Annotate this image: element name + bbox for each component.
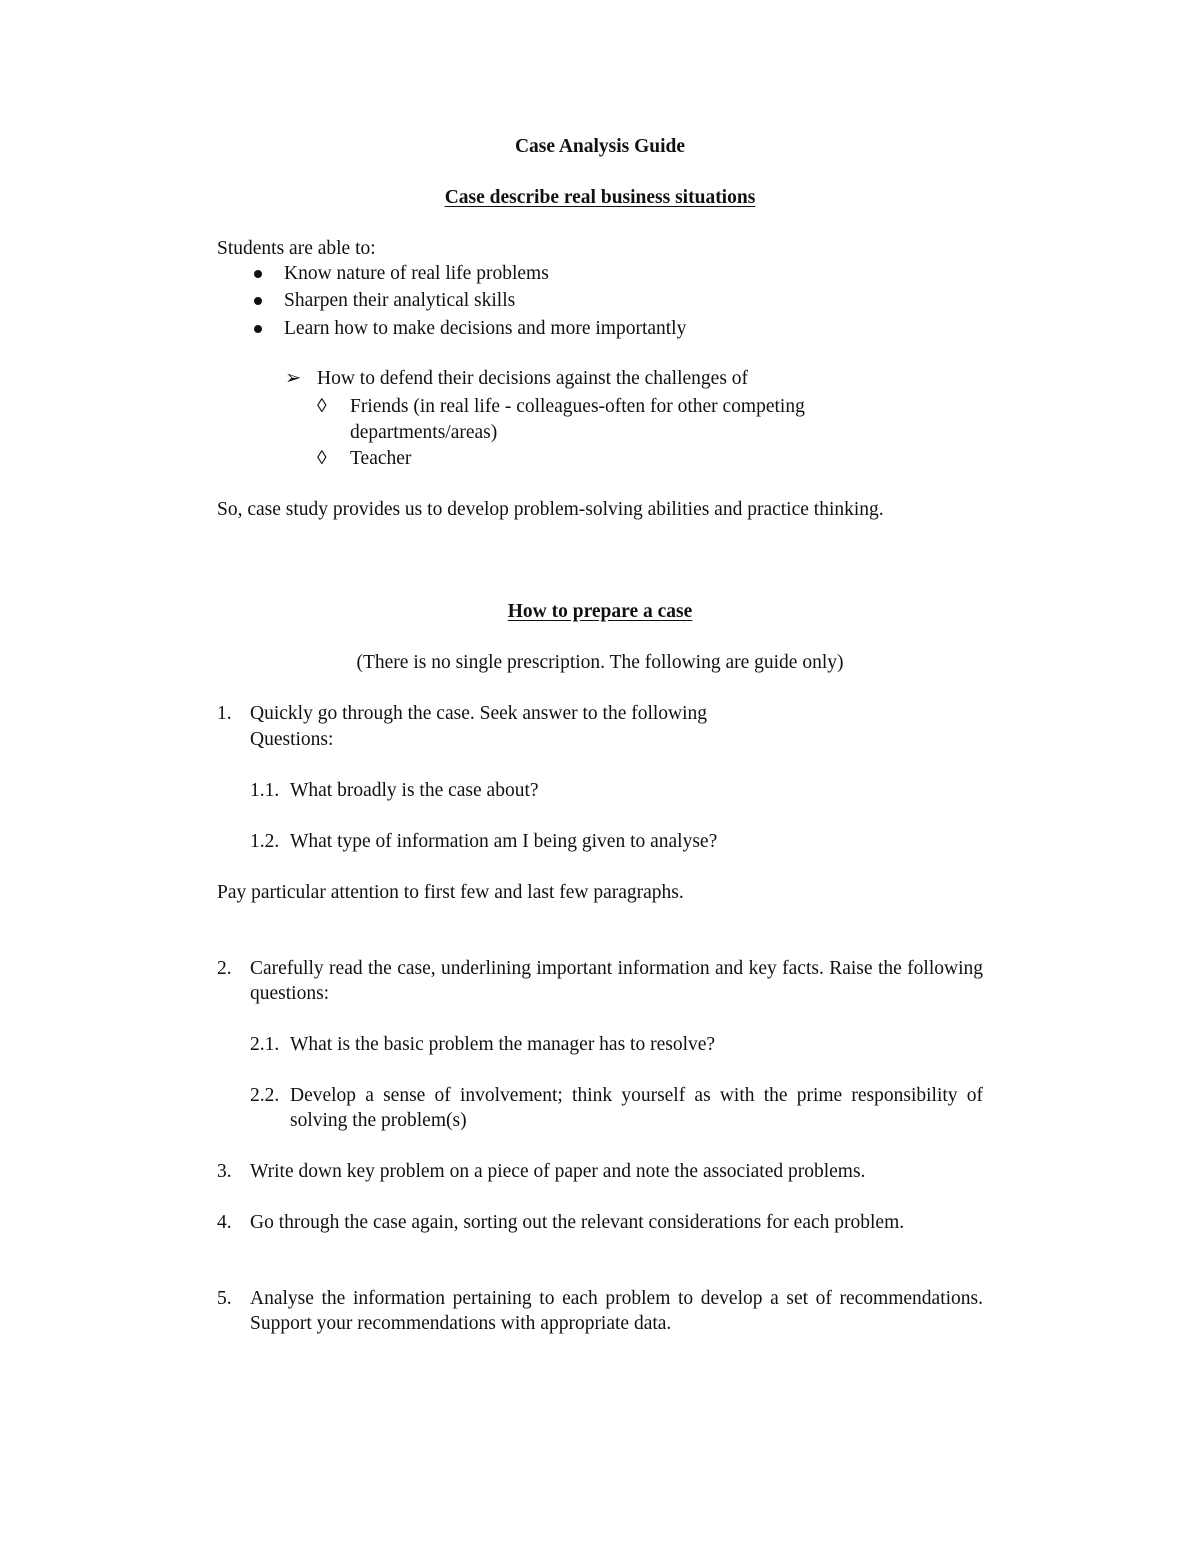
substep-text: Develop a sense of involvement; think yourself as with the prime responsibility of solving the problem(s): [290, 1085, 983, 1131]
bullet-icon: [254, 297, 262, 305]
diamond-item-line: departments/areas): [350, 422, 498, 443]
diamond-item-line: Teacher: [350, 448, 412, 469]
diamond-bullet-icon: ◊: [317, 396, 327, 417]
diamond-item-line: Friends (in real life - colleagues-often for other competing: [350, 396, 805, 417]
substep-number: 1.2.: [250, 831, 280, 852]
step-note: Pay particular attention to first few and last few paragraphs.: [217, 882, 684, 903]
step-number: 3.: [217, 1161, 232, 1182]
document-title: Case Analysis Guide: [514, 136, 686, 157]
section-heading-prepare-case: [0, 599, 1200, 624]
bullet-item: Sharpen their analytical skills: [284, 290, 516, 311]
arrow-bullet-icon: ➢: [285, 368, 302, 389]
bullet-item: Know nature of real life problems: [284, 263, 549, 284]
section-heading-business-situations: [0, 185, 1200, 210]
bullet-icon: [254, 325, 262, 333]
substep-text: What is the basic problem the manager has to resolve?: [290, 1034, 716, 1055]
substep-text: What type of information am I being given to analyse?: [290, 831, 718, 852]
step-number: 4.: [217, 1212, 232, 1233]
section-heading-text: How to prepare a case: [507, 601, 693, 622]
conclusion-text: So, case study provides us to develop problem-solving abilities and practice thinking.: [217, 499, 884, 520]
step-number: 2.: [217, 958, 232, 979]
bullet-item: Learn how to make decisions and more importantly: [284, 318, 687, 339]
substep-number: 2.2.: [250, 1085, 280, 1106]
bullet-icon: [254, 270, 262, 278]
intro-text: Students are able to:: [217, 238, 376, 259]
substep-number: 2.1.: [250, 1034, 280, 1055]
diamond-bullet-icon: ◊: [317, 448, 327, 469]
step-text: Write down key problem on a piece of paper and note the associated problems.: [250, 1161, 866, 1182]
guide-note: (There is no single prescription. The following are guide only): [356, 652, 844, 673]
sub-bullet-item: How to defend their decisions against the challenges of: [317, 368, 749, 389]
step-number: 1.: [217, 703, 232, 724]
section-heading-text: Case describe real business situations: [444, 187, 756, 208]
step-text: Analyse the information pertaining to each problem to develop a set of recommendations. Support your recommendations with appropriate data.: [250, 1288, 983, 1334]
step-text: Carefully read the case, underlining important information and key facts. Raise the following questions:: [250, 958, 983, 1004]
substep-text: What broadly is the case about?: [290, 780, 539, 801]
step-text: Go through the case again, sorting out the relevant considerations for each problem.: [250, 1212, 905, 1233]
step-text: Questions:: [250, 729, 334, 750]
substep-number: 1.1.: [250, 780, 280, 801]
step-text: Quickly go through the case. Seek answer to the following: [250, 703, 708, 724]
step-number: 5.: [217, 1288, 232, 1309]
